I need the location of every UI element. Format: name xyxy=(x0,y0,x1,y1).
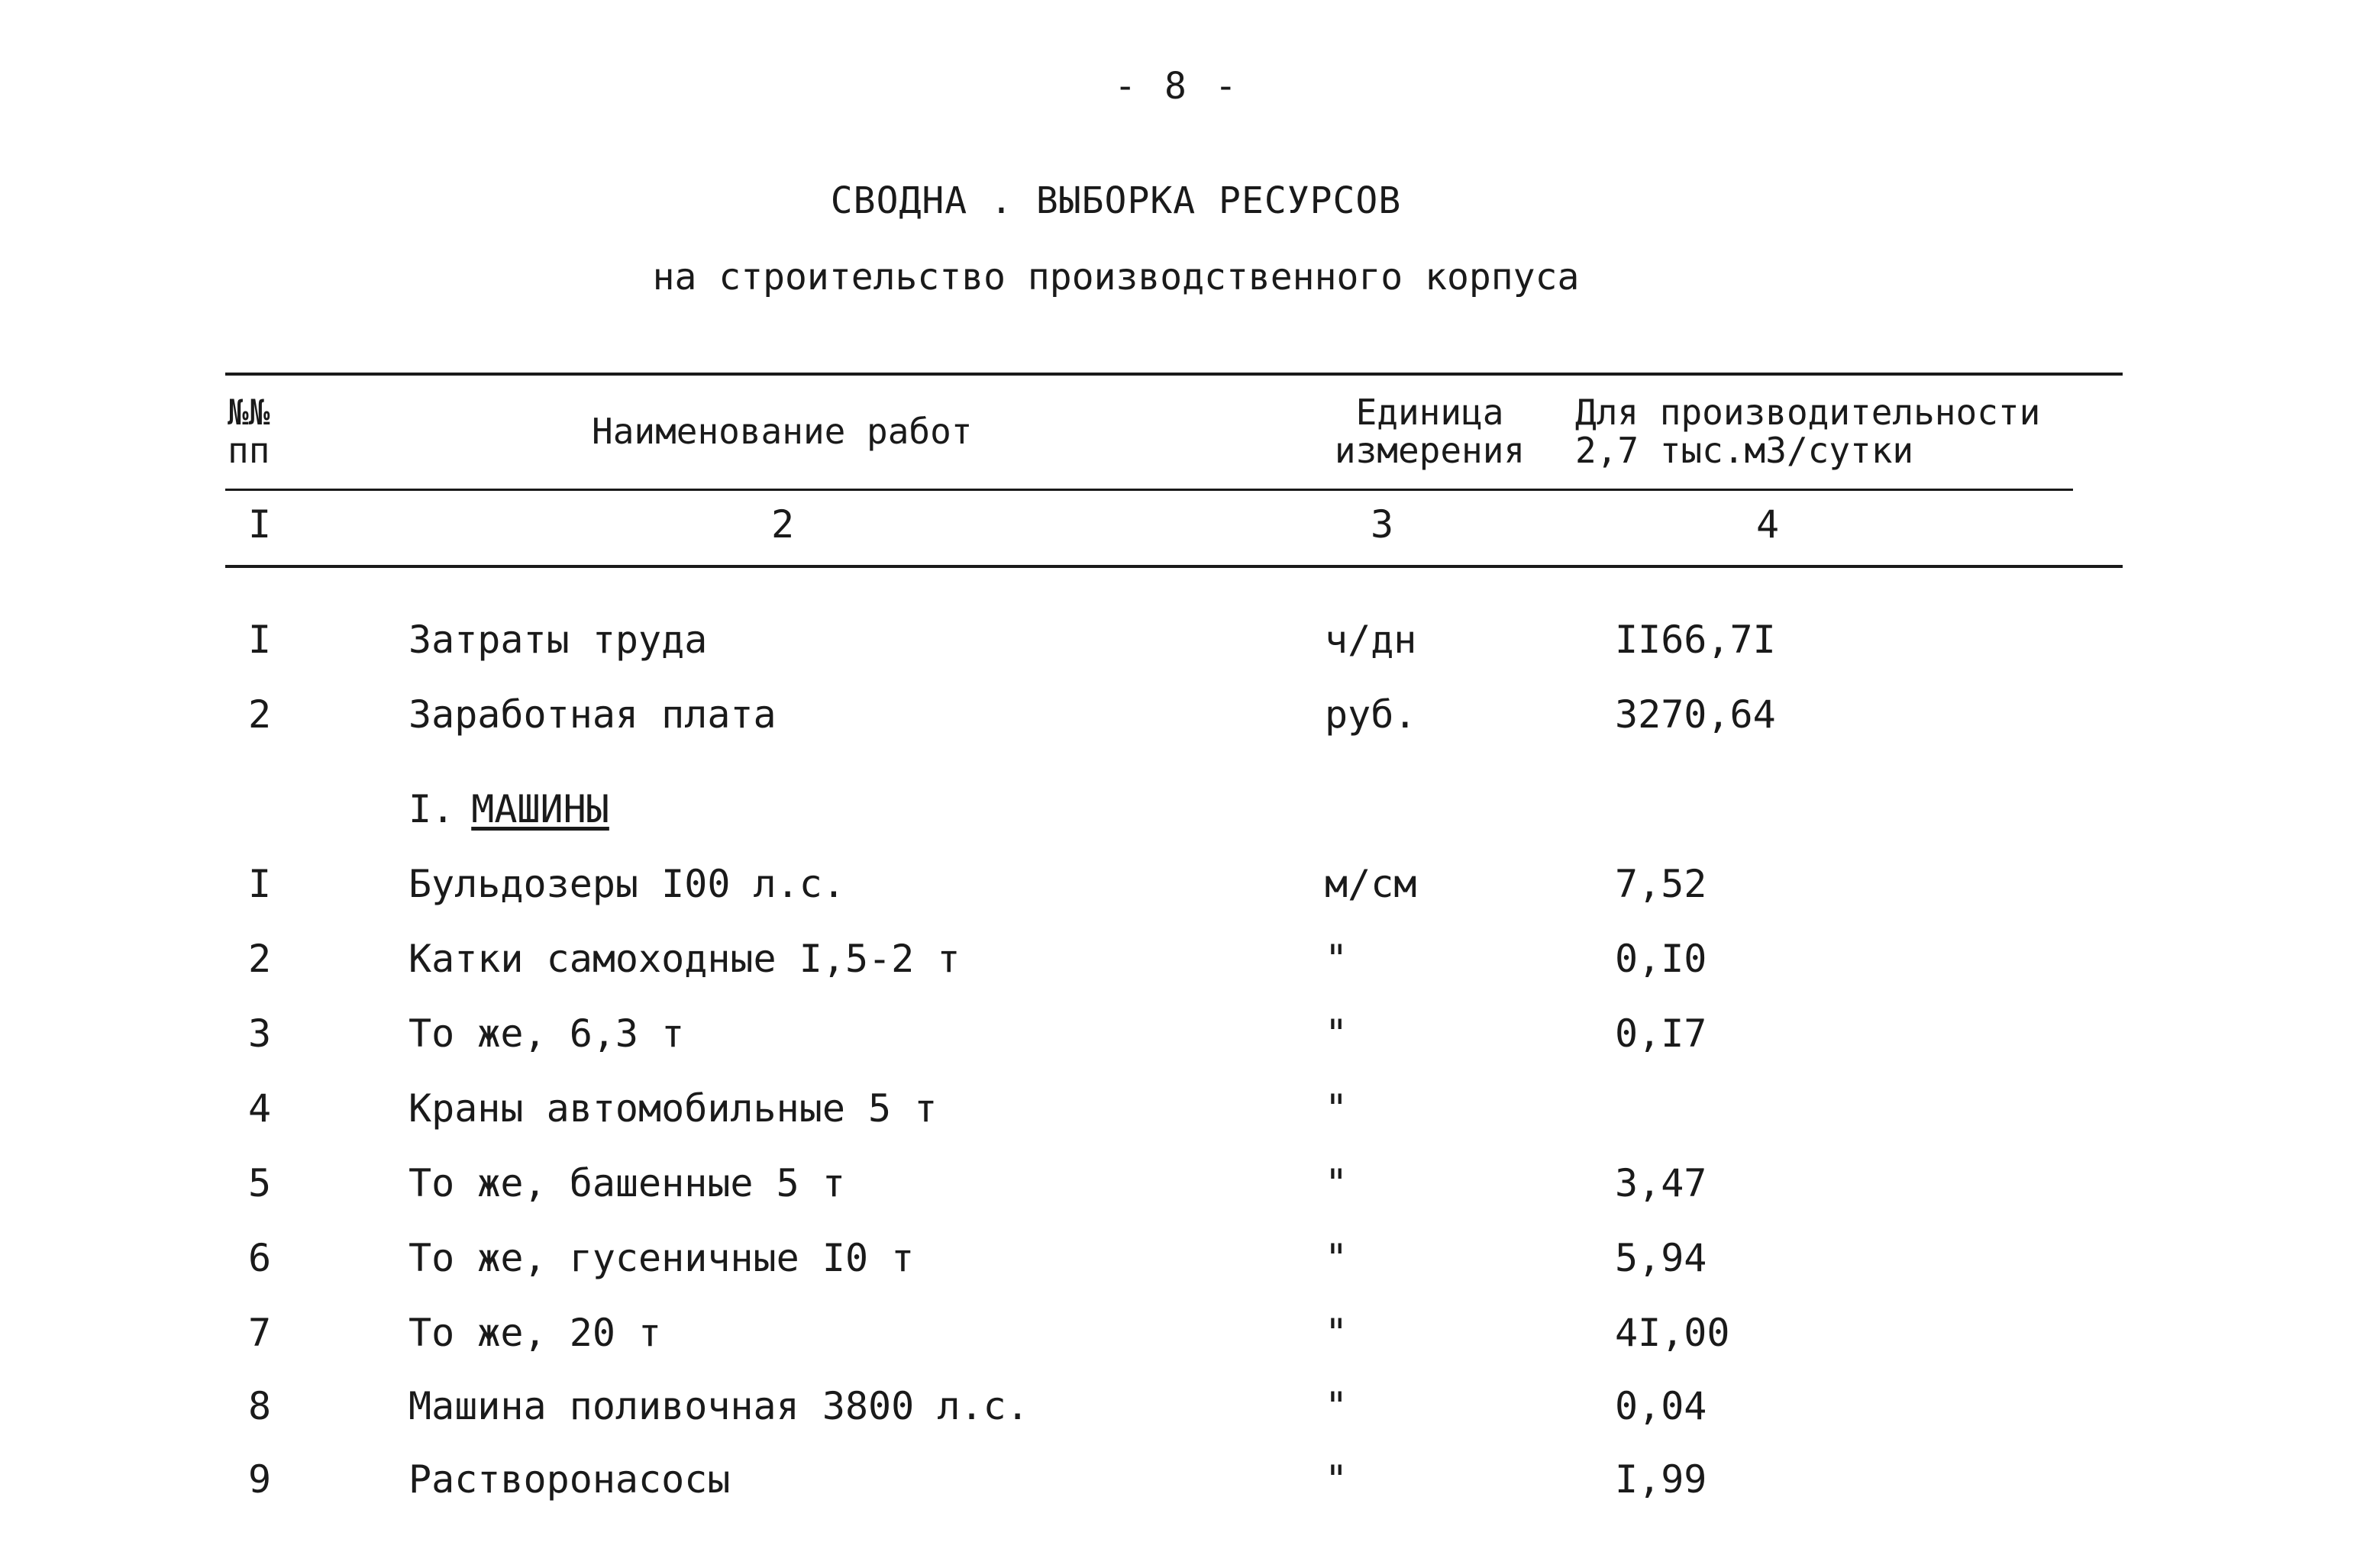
table-row xyxy=(0,1086,2354,1131)
row-name: Машина поливочная 3800 л.с. xyxy=(408,1384,1029,1428)
row-unit: " xyxy=(1325,1011,1348,1056)
row-number: 2 xyxy=(247,937,272,981)
page-number: - 8 - xyxy=(1114,65,1240,108)
header-value-line2: 2,7 тыс.м3/сутки xyxy=(1575,430,1914,471)
header-number-line1: №№ xyxy=(228,392,270,433)
column-number-3: 3 xyxy=(1370,502,1394,547)
header-number xyxy=(228,393,270,469)
row-value: 5,94 xyxy=(1615,1236,1707,1280)
row-unit: " xyxy=(1325,1236,1348,1280)
row-number: 5 xyxy=(247,1161,272,1205)
row-name: То же, гусеничные I0 т xyxy=(408,1236,915,1280)
row-name: Катки самоходные I,5-2 т xyxy=(408,937,961,981)
header-unit-line2: измерения xyxy=(1334,430,1526,471)
table-row xyxy=(0,617,2354,663)
row-number: 6 xyxy=(247,1236,272,1280)
row-value: 3270,64 xyxy=(1615,692,1776,737)
section-number: I. xyxy=(408,787,455,831)
header-value-line1: Для производительности xyxy=(1575,392,2041,433)
table-row xyxy=(0,861,2354,907)
section-name: МАШИНЫ xyxy=(471,787,609,831)
row-value: 3,47 xyxy=(1615,1161,1707,1205)
row-unit: ч/дн xyxy=(1325,618,1417,662)
row-unit: руб. xyxy=(1325,692,1417,737)
row-number: 4 xyxy=(247,1086,272,1131)
row-value: 7,52 xyxy=(1615,862,1707,906)
row-name: Краны автомобильные 5 т xyxy=(408,1086,938,1131)
row-name: То же, башенные 5 т xyxy=(408,1161,845,1205)
document-subtitle: на строительство производственного корпуса xyxy=(652,256,1580,298)
row-name: Бульдозеры I00 л.с. xyxy=(408,862,845,906)
header-name: Наименование работ xyxy=(592,411,973,452)
row-name: То же, 20 т xyxy=(408,1311,662,1355)
table-row xyxy=(0,1235,2354,1281)
row-unit: " xyxy=(1325,1457,1348,1502)
row-unit: " xyxy=(1325,1086,1348,1131)
row-number: 8 xyxy=(247,1384,272,1428)
row-name: Заработная плата xyxy=(408,692,777,737)
section-title-machines xyxy=(408,786,609,832)
row-name: Затраты труда xyxy=(408,618,708,662)
row-number: 3 xyxy=(247,1011,272,1056)
row-name: То же, 6,3 т xyxy=(408,1011,685,1056)
table-row xyxy=(0,1160,2354,1206)
row-number: 7 xyxy=(247,1311,272,1355)
row-value: I,99 xyxy=(1615,1457,1707,1502)
row-number: 9 xyxy=(247,1457,272,1502)
row-value: 4I,00 xyxy=(1615,1311,1730,1355)
table-row xyxy=(0,936,2354,982)
row-value: II66,7I xyxy=(1615,618,1776,662)
row-value: 0,04 xyxy=(1615,1384,1707,1428)
row-unit: " xyxy=(1325,937,1348,981)
header-unit xyxy=(1325,393,1535,469)
table-row xyxy=(0,1011,2354,1057)
column-number-4: 4 xyxy=(1755,502,1780,547)
row-unit: " xyxy=(1325,1311,1348,1355)
row-value: 0,I7 xyxy=(1615,1011,1707,1056)
table-row xyxy=(0,692,2354,737)
document-title: СВОДНА . ВЫБОРКА РЕСУРСОВ xyxy=(830,179,1402,222)
header-value xyxy=(1575,393,2040,469)
row-unit: " xyxy=(1325,1384,1348,1428)
column-numbers-rule xyxy=(225,565,2123,568)
row-unit: " xyxy=(1325,1161,1348,1205)
table-row xyxy=(0,1310,2354,1356)
column-number-1: I xyxy=(247,502,272,547)
row-value: 0,I0 xyxy=(1615,937,1707,981)
table-top-rule xyxy=(225,373,2123,376)
header-bottom-rule xyxy=(225,489,2073,491)
row-number: 2 xyxy=(247,692,272,737)
row-number: I xyxy=(247,618,272,662)
row-name: Растворонасосы xyxy=(408,1457,731,1502)
row-number: I xyxy=(247,862,272,906)
column-number-2: 2 xyxy=(770,502,795,547)
row-unit: м/см xyxy=(1325,862,1417,906)
header-number-line2: пп xyxy=(228,430,270,471)
table-row xyxy=(0,1457,2354,1502)
header-unit-line1: Единица xyxy=(1355,392,1504,433)
table-row xyxy=(0,1383,2354,1429)
